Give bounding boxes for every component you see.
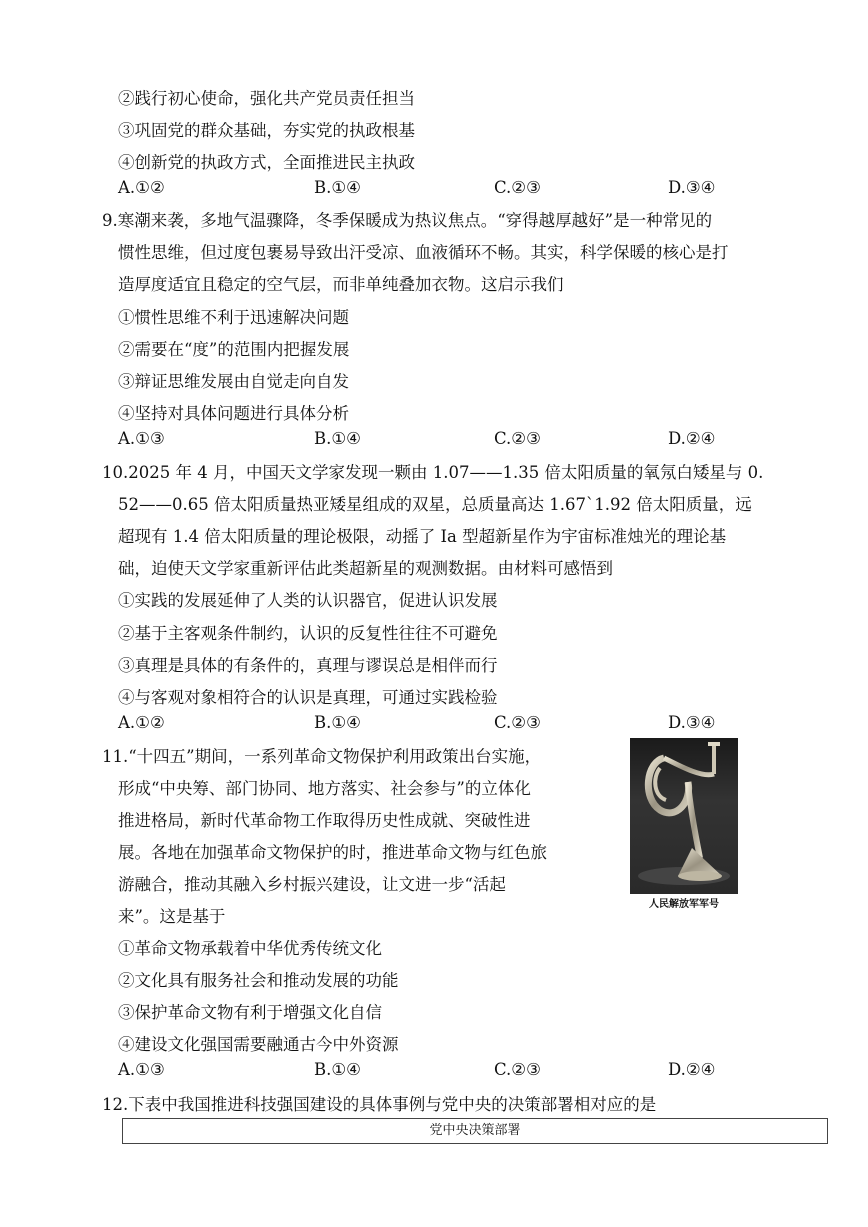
q11-stem-line-3: 推进格局，新时代革命物工作取得历史性成就、突破性进 [118, 811, 531, 830]
q9-stem-line-2: 惯性思维，但过度包裹易导致出汗受凉、血液循环不畅。其实，科学保暖的核心是打 [118, 243, 729, 262]
q11-statement-3: ③保护革命文物有利于增强文化自信 [118, 1003, 382, 1022]
q9-stem-line-1: 9.寒潮来袭，多地气温骤降，冬季保暖成为热议焦点。“穿得越厚越好”是一种常见的 [102, 211, 713, 230]
q8-statement-4: ④创新党的执政方式，全面推进民主执政 [118, 153, 415, 172]
q8-option-a: A.①② [118, 178, 165, 197]
q10-option-a: A.①② [118, 713, 165, 732]
q8-option-b: B.①④ [314, 178, 361, 197]
q10-statement-3: ③真理是具体的有条件的，真理与谬误总是相伴而行 [118, 656, 498, 675]
q9-statement-1: ①惯性思维不利于迅速解决问题 [118, 308, 349, 327]
bugle-photo [630, 738, 738, 894]
q10-stem-line-3: 超现有 1.4 倍太阳质量的理论极限，动摇了 Ia 型超新星作为宇宙标准烛光的理论基 [118, 527, 727, 546]
q10-statement-1: ①实践的发展延伸了人类的认识器官，促进认识发展 [118, 591, 498, 610]
q12-table [122, 1118, 828, 1144]
q8-option-c: C.②③ [494, 178, 541, 197]
q11-option-d: D.②④ [668, 1060, 716, 1079]
q11-option-b: B.①④ [314, 1060, 361, 1079]
q10-option-d: D.③④ [668, 713, 716, 732]
q9-statement-4: ④坚持对具体问题进行具体分析 [118, 404, 349, 423]
q11-statement-4: ④建设文化强国需要融通古今中外资源 [118, 1035, 399, 1054]
q10-option-c: C.②③ [494, 713, 541, 732]
q9-option-d: D.②④ [668, 429, 716, 448]
q11-stem-line-2: 形成“中央筹、部门协同、地方落实、社会参与”的立体化 [118, 779, 531, 798]
q11-stem-line-1: 11.“十四五”期间，一系列革命文物保护利用政策出台实施， [102, 747, 542, 766]
q11-option-a: A.①③ [118, 1060, 165, 1079]
q9-statement-3: ③辩证思维发展由自觉走向自发 [118, 372, 349, 391]
q10-statement-4: ④与客观对象相符合的认识是真理，可通过实践检验 [118, 688, 498, 707]
q10-option-b: B.①④ [314, 713, 361, 732]
q11-stem-line-6: 来”。这是基于 [118, 907, 226, 926]
bugle-icon [630, 738, 738, 894]
bugle-figure [630, 738, 738, 918]
q9-option-b: B.①④ [314, 429, 361, 448]
q8-statement-2: ②践行初心使命，强化共产党员责任担当 [118, 89, 415, 108]
q9-statement-2: ②需要在“度”的范围内把握发展 [118, 340, 350, 359]
q12-stem-line-1: 12.下表中我国推进科技强国建设的具体事例与党中央的决策部署相对应的是 [102, 1095, 657, 1114]
q11-stem-line-5: 游融合，推动其融入乡村振兴建设，让文进一步“活起 [118, 875, 506, 894]
q10-statement-2: ②基于主客观条件制约，认识的反复性往往不可避免 [118, 624, 498, 643]
q10-stem-line-4: 础，迫使天文学家重新评估此类超新星的观测数据。由材料可感悟到 [118, 559, 613, 578]
q9-stem-line-3: 造厚度适宜且稳定的空气层，而非单纯叠加衣物。这启示我们 [118, 275, 564, 294]
q8-option-d: D.③④ [668, 178, 716, 197]
bugle-caption: 人民解放军军号 [649, 899, 719, 910]
q10-stem-line-2: 52——0.65 倍太阳质量热亚矮星组成的双星，总质量高达 1.67`1.92 倍太阳质量，远 [118, 495, 752, 514]
q11-option-c: C.②③ [494, 1060, 541, 1079]
q11-stem-line-4: 展。各地在加强革命文物保护的时，推进革命文物与红色旅 [118, 843, 547, 862]
q11-statement-2: ②文化具有服务社会和推动发展的功能 [118, 971, 399, 990]
q10-stem-line-1: 10.2025 年 4 月，中国天文学家发现一颗由 1.07——1.35 倍太阳质量的氧氖白矮星与 0. [102, 463, 764, 482]
q12-table-header: 党中央决策部署 [429, 1123, 521, 1138]
q11-statement-1: ①革命文物承载着中华优秀传统文化 [118, 939, 382, 958]
q8-statement-3: ③巩固党的群众基础，夯实党的执政根基 [118, 121, 415, 140]
q9-option-a: A.①③ [118, 429, 165, 448]
q9-option-c: C.②③ [494, 429, 541, 448]
